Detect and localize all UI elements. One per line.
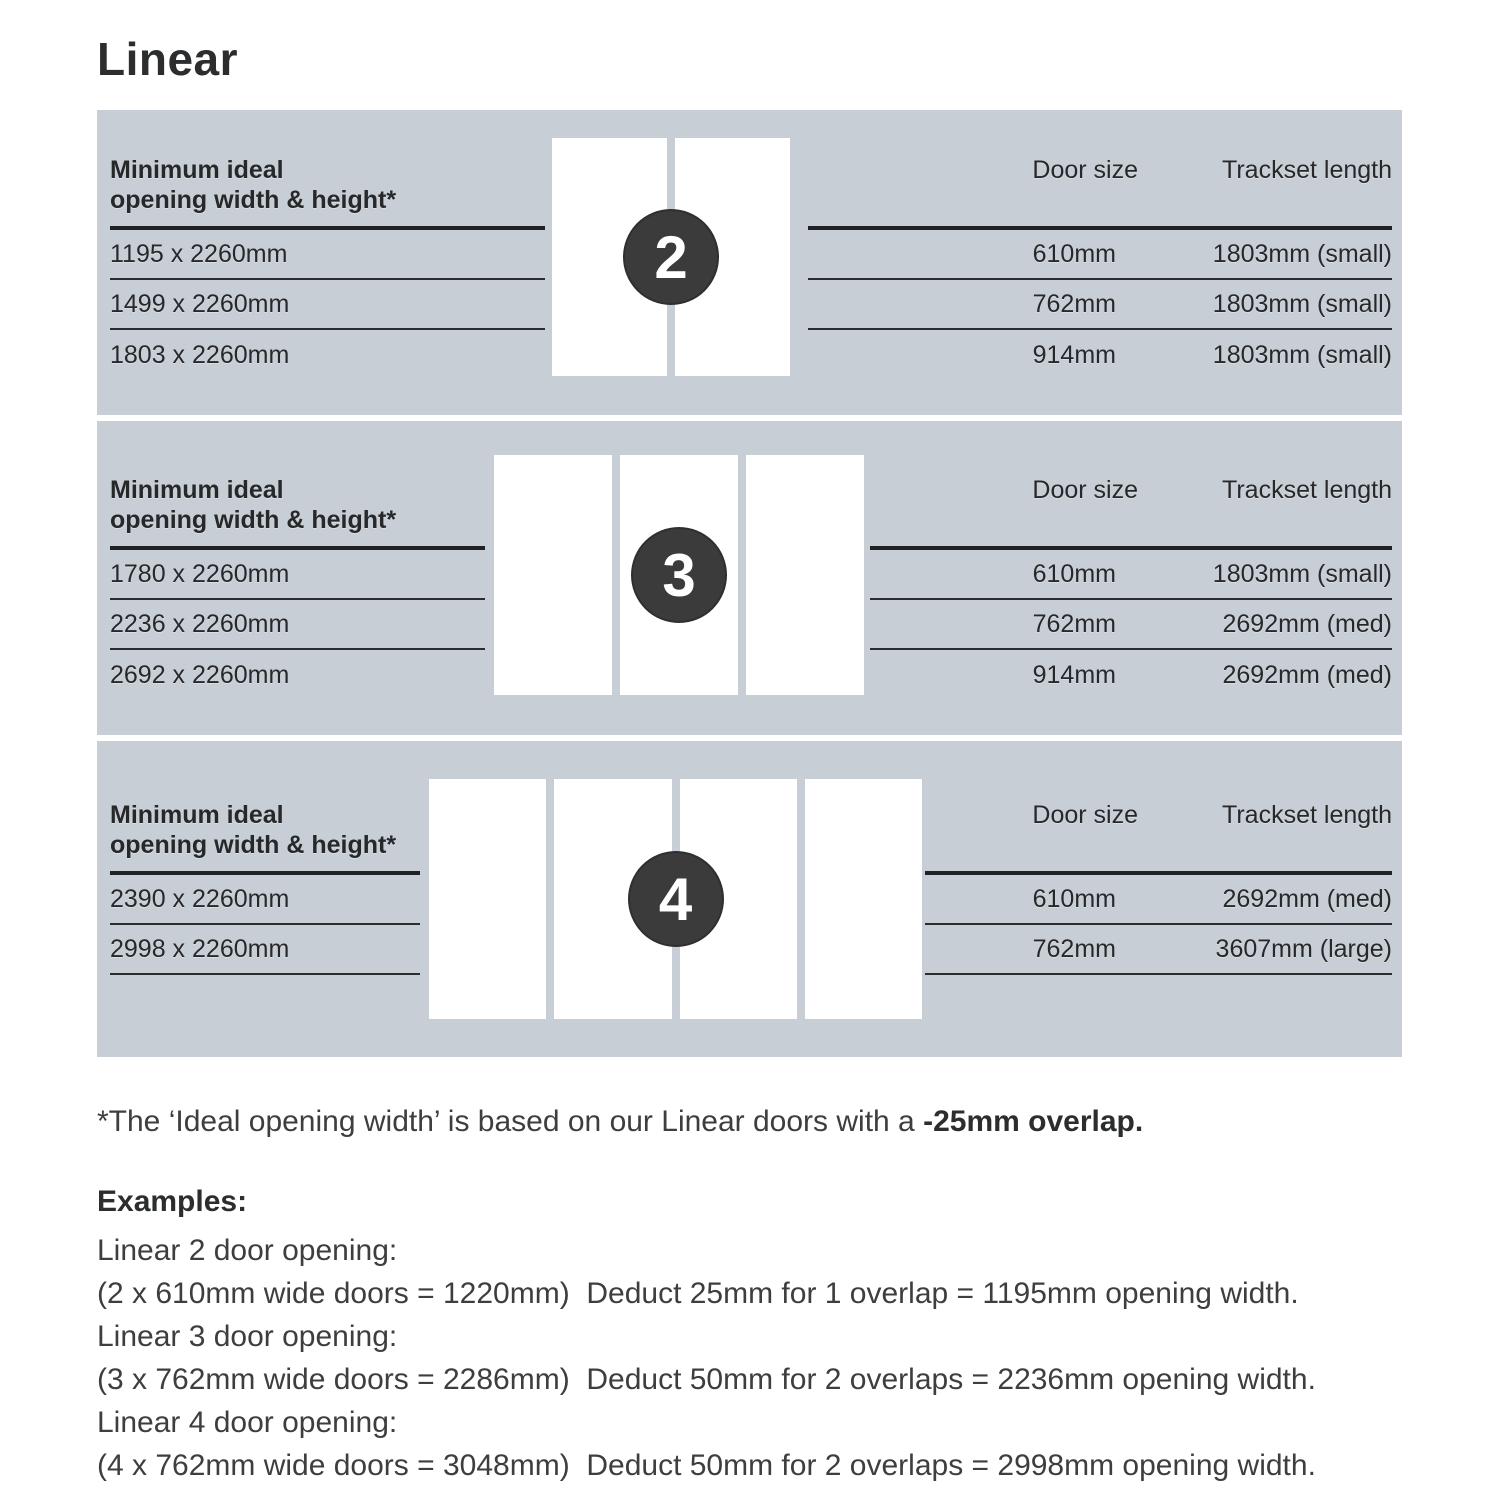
door-size-table-header [870,475,1392,546]
opening-size-header [110,800,420,871]
door-size-value: 762mm [1032,289,1116,318]
door-size-row [808,280,1392,330]
footnote [97,1105,1402,1139]
opening-size-header-line1: Minimum ideal [110,156,284,184]
door-count-badge: 3 [631,527,727,623]
example-detail: (4 x 762mm wide doors = 3048mm) Deduct 50mm for 2 overlaps = 2998mm opening width. [97,1449,1316,1482]
opening-size-row: 1499 x 2260mm [110,280,545,330]
example-label: Linear 2 door opening: [97,1234,398,1267]
trackset-value: 1803mm (small) [1212,340,1392,369]
door-size-row [808,330,1392,380]
opening-size-header-line2: opening width & height* [110,186,397,214]
opening-size-header-line2: opening width & height* [110,506,397,534]
examples-list [97,1229,1402,1487]
opening-size-row: 2692 x 2260mm [110,660,290,689]
example-label: Linear 4 door opening: [97,1406,398,1439]
trackset-value: 2692mm (med) [1222,609,1392,638]
opening-size-header-line1: Minimum ideal [110,801,284,829]
door-count-badge: 2 [623,209,719,305]
door-size-value: 610mm [1032,559,1116,588]
opening-size-row: 1780 x 2260mm [110,550,485,600]
example-label: Linear 3 door opening: [97,1320,398,1353]
opening-size-header-line1: Minimum ideal [110,476,284,504]
door-size-row [870,550,1392,600]
section-4-door [97,741,1402,1057]
opening-size-table-2door [110,155,545,380]
opening-size-header [110,155,545,226]
opening-size-row: 2236 x 2260mm [110,600,485,650]
door-diagram-4 [429,779,922,1019]
trackset-value: 1803mm (small) [1212,289,1392,318]
door-size-table-header [925,800,1392,871]
trackset-value: 3607mm (large) [1215,934,1392,963]
door-size-column-header: Door size [1032,476,1138,504]
door-size-row [925,875,1392,925]
door-size-row [808,230,1392,280]
door-count-badge: 4 [628,851,724,947]
section-3-door [97,421,1402,735]
door-size-column-header: Door size [1032,801,1138,829]
opening-size-row: 1195 x 2260mm [110,230,545,280]
opening-size-table-4door [110,800,420,975]
footnote-bold: -25mm overlap. [923,1105,1144,1138]
door-panel [805,779,922,1019]
opening-size-row: 2998 x 2260mm [110,925,420,975]
door-size-value: 762mm [1032,609,1116,638]
door-size-row [925,925,1392,975]
section-2-door [97,110,1402,415]
trackset-value: 1803mm (small) [1212,559,1392,588]
opening-size-row: 2390 x 2260mm [110,875,420,925]
door-size-value: 914mm [1032,340,1116,369]
door-size-table-2door [808,155,1392,380]
opening-size-row: 1803 x 2260mm [110,340,290,369]
door-panel [494,455,612,695]
trackset-value: 2692mm (med) [1222,884,1392,913]
door-size-row [870,650,1392,700]
door-panel [429,779,546,1019]
door-size-value: 762mm [1032,934,1116,963]
trackset-value: 2692mm (med) [1222,660,1392,689]
spec-panel [97,110,1402,1057]
opening-size-table-3door [110,475,485,700]
opening-size-header [110,475,485,546]
trackset-column-header: Trackset length [1222,476,1392,504]
door-size-table-4door [925,800,1392,975]
door-size-value: 610mm [1032,239,1116,268]
door-diagram-3 [494,455,864,695]
door-size-column-header: Door size [1032,156,1138,184]
door-size-value: 914mm [1032,660,1116,689]
opening-size-header-line2: opening width & height* [110,831,397,859]
examples-heading: Examples: [97,1185,248,1218]
door-size-table-3door [870,475,1392,700]
door-diagram-2 [552,138,790,376]
footnote-text: *The ‘Ideal opening width’ is based on our Linear doors with a [97,1105,924,1138]
door-size-value: 610mm [1032,884,1116,913]
example-detail: (2 x 610mm wide doors = 1220mm) Deduct 25mm for 1 overlap = 1195mm opening width. [97,1277,1299,1310]
door-panel [746,455,864,695]
page-title: Linear [97,33,239,85]
door-size-row [870,600,1392,650]
trackset-column-header: Trackset length [1222,801,1392,829]
door-size-table-header [808,155,1392,226]
trackset-value: 1803mm (small) [1212,239,1392,268]
trackset-column-header: Trackset length [1222,156,1392,184]
example-detail: (3 x 762mm wide doors = 2286mm) Deduct 50mm for 2 overlaps = 2236mm opening width. [97,1363,1316,1396]
